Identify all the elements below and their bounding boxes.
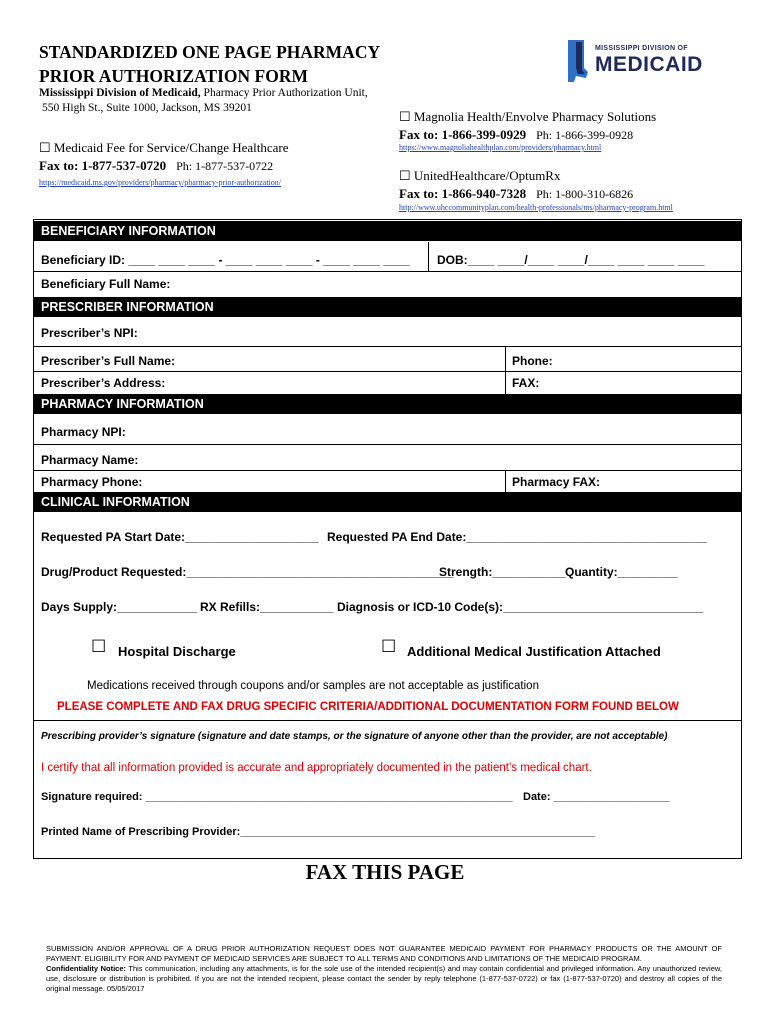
pa-start-date-field[interactable]: Requested PA Start Date:____________________ — [41, 530, 319, 544]
pharmacy-section-header: PHARMACY INFORMATION — [34, 394, 741, 414]
agency-info — [39, 86, 368, 116]
pharmacy-npi-field[interactable]: Pharmacy NPI: — [41, 425, 126, 439]
strength-field[interactable]: Strength:___________ — [439, 565, 566, 579]
divider — [34, 271, 741, 272]
signature-note: Prescribing provider’s signature (signature and date stamps, or the signature of anyone other than the provider, are not acceptable) — [41, 731, 668, 742]
medicaid-logo — [562, 38, 712, 84]
checkbox-icon[interactable]: ☐ — [399, 109, 411, 124]
confidentiality-label: Confidentiality Notice: — [46, 964, 126, 973]
divider — [34, 470, 741, 471]
pharmacy-phone-field[interactable]: Pharmacy Phone: — [41, 475, 143, 489]
ffs-fax: Fax to: 1-877-537-0720 — [39, 158, 167, 173]
prescriber-address-field[interactable]: Prescriber’s Address: — [41, 376, 166, 390]
agency-address: 550 High St., Suite 1000, Jackson, MS 39201 — [42, 102, 252, 114]
magnolia-name: Magnolia Health/Envolve Pharmacy Solutions — [413, 109, 657, 124]
logo-line1: MISSISSIPPI DIVISION OF — [595, 45, 688, 52]
uhc-fax-line — [399, 186, 633, 202]
additional-justification-checkbox[interactable]: ☐ — [381, 637, 397, 656]
days-supply-field[interactable]: Days Supply:____________ — [41, 600, 198, 614]
beneficiary-section-header: BENEFICIARY INFORMATION — [34, 221, 741, 241]
logo-line2: MEDICAID — [595, 53, 703, 76]
divider — [505, 470, 506, 492]
hospital-discharge-label: Hospital Discharge — [118, 644, 236, 659]
pa-end-date-field[interactable]: Requested PA End Date:____________________________________ — [327, 530, 707, 544]
coupons-note: Medications received through coupons and/or samples are not acceptable as justification — [87, 680, 539, 692]
divider — [34, 346, 741, 347]
ffs-phone: Ph: 1-877-537-0722 — [176, 159, 274, 173]
certify-statement: I certify that all information provided is accurate and appropriately documented in the patient’s medical chart. — [41, 762, 592, 774]
ffs-url[interactable]: https://medicaid.ms.gov/providers/pharmacy/pharmacy-prior-authorization/ — [39, 178, 281, 187]
agency-name: Mississippi Division of Medicaid, — [39, 87, 201, 99]
disclaimer-text: SUBMISSION AND/OR APPROVAL OF A DRUG PRIOR AUTHORIZATION REQUEST DOES NOT GUARANTEE MEDICAID PAYMENT FOR PHARMACY PRODUCTS OR THE AMOUNT OF PAYMENT. ELIGIBILITY FOR AND PAYMENT OF MEDICAID SERVICES ARE SUBJECT TO ALL TERMS AND CONDITIONS AND LIMITATIONS OF THE MEDICAID PROGRAM. — [46, 944, 722, 963]
confidentiality-text: This communication, including any attachments, is for the sole use of the intended recipient(s) and may contain confidential and privileged information. Any unauthorized review, use, disclosure or distribution is prohibited. If you are not the intended recipient, please contact the sender by reply telephone (1-877-537-0722) or fax (1-877-537-0720) and destroy all copies of the original message. — [46, 964, 722, 993]
pharmacy-fax-field[interactable]: Pharmacy FAX: — [512, 475, 601, 489]
clinical-section-header: CLINICAL INFORMATION — [34, 492, 741, 512]
magnolia-fax-line — [399, 127, 633, 143]
rx-refills-field[interactable]: RX Refills:___________ — [200, 600, 334, 614]
uhc-phone: Ph: 1-800-310-6826 — [536, 187, 634, 201]
quantity-field[interactable]: Quantity:_________ — [565, 565, 678, 579]
uhc-name: UnitedHealthcare/OptumRx — [413, 168, 561, 183]
mississippi-state-icon — [562, 38, 592, 84]
divider — [34, 720, 741, 721]
pharmacy-name-field[interactable]: Pharmacy Name: — [41, 453, 139, 467]
prescriber-phone-field[interactable]: Phone: — [512, 354, 553, 368]
magnolia-url[interactable]: https://www.magnoliahealthplan.com/providers/pharmacy.html — [399, 143, 602, 152]
footer-disclaimer — [46, 944, 722, 994]
printed-name-field[interactable]: Printed Name of Prescribing Provider:__________________________________________________________ — [41, 826, 596, 838]
divider — [34, 444, 741, 445]
divider — [34, 371, 741, 372]
version-date: 05/05/2017 — [106, 984, 145, 993]
uhc-option[interactable] — [399, 168, 560, 184]
magnolia-fax: Fax to: 1-866-399-0929 — [399, 127, 527, 142]
complete-fax-note: PLEASE COMPLETE AND FAX DRUG SPECIFIC CRITERIA/ADDITIONAL DOCUMENTATION FORM FOUND BELOW — [57, 701, 679, 713]
magnolia-option[interactable] — [399, 109, 656, 125]
ffs-fax-line — [39, 158, 273, 174]
ffs-name: Medicaid Fee for Service/Change Healthcare — [53, 140, 289, 155]
divider — [505, 346, 506, 394]
prescriber-section-header: PRESCRIBER INFORMATION — [34, 297, 741, 317]
fax-this-page-heading: FAX THIS PAGE — [305, 860, 465, 884]
form-title-line2: PRIOR AUTHORIZATION FORM — [39, 66, 308, 86]
beneficiary-id-field[interactable]: Beneficiary ID: ____ ____ ____ - ____ ____ ____ - ____ ____ ____ — [41, 253, 410, 267]
magnolia-phone: Ph: 1-866-399-0928 — [536, 128, 634, 142]
prescriber-name-field[interactable]: Prescriber’s Full Name: — [41, 354, 176, 368]
prescriber-npi-field[interactable]: Prescriber’s NPI: — [41, 326, 138, 340]
agency-unit: Pharmacy Prior Authorization Unit, — [200, 87, 368, 99]
divider — [428, 242, 429, 271]
uhc-url[interactable]: http://www.uhccommunityplan.com/health-professionals/ms/pharmacy-program.html — [399, 203, 673, 212]
checkbox-icon[interactable]: ☐ — [399, 168, 411, 183]
prescriber-fax-field[interactable]: FAX: — [512, 376, 540, 390]
diagnosis-field[interactable]: Diagnosis or ICD-10 Code(s):______________________________ — [337, 600, 704, 614]
beneficiary-name-field[interactable]: Beneficiary Full Name: — [41, 277, 171, 291]
checkbox-icon[interactable]: ☐ — [39, 140, 51, 155]
form-title — [39, 40, 439, 88]
additional-justification-label: Additional Medical Justification Attached — [407, 644, 661, 659]
form-title-line1: STANDARDIZED ONE PAGE PHARMACY — [39, 42, 381, 62]
ffs-option[interactable] — [39, 140, 289, 156]
dob-field[interactable]: DOB:____ ____/____ ____/____ ____ ____ ____ — [437, 253, 705, 267]
drug-requested-field[interactable]: Drug/Product Requested:________________________________________ — [41, 565, 454, 579]
date-field[interactable]: Date: ___________________ — [523, 791, 670, 803]
signature-field[interactable]: Signature required: ____________________________________________________________ — [41, 791, 513, 803]
uhc-fax: Fax to: 1-866-940-7328 — [399, 186, 527, 201]
hospital-discharge-checkbox[interactable]: ☐ — [91, 637, 107, 656]
